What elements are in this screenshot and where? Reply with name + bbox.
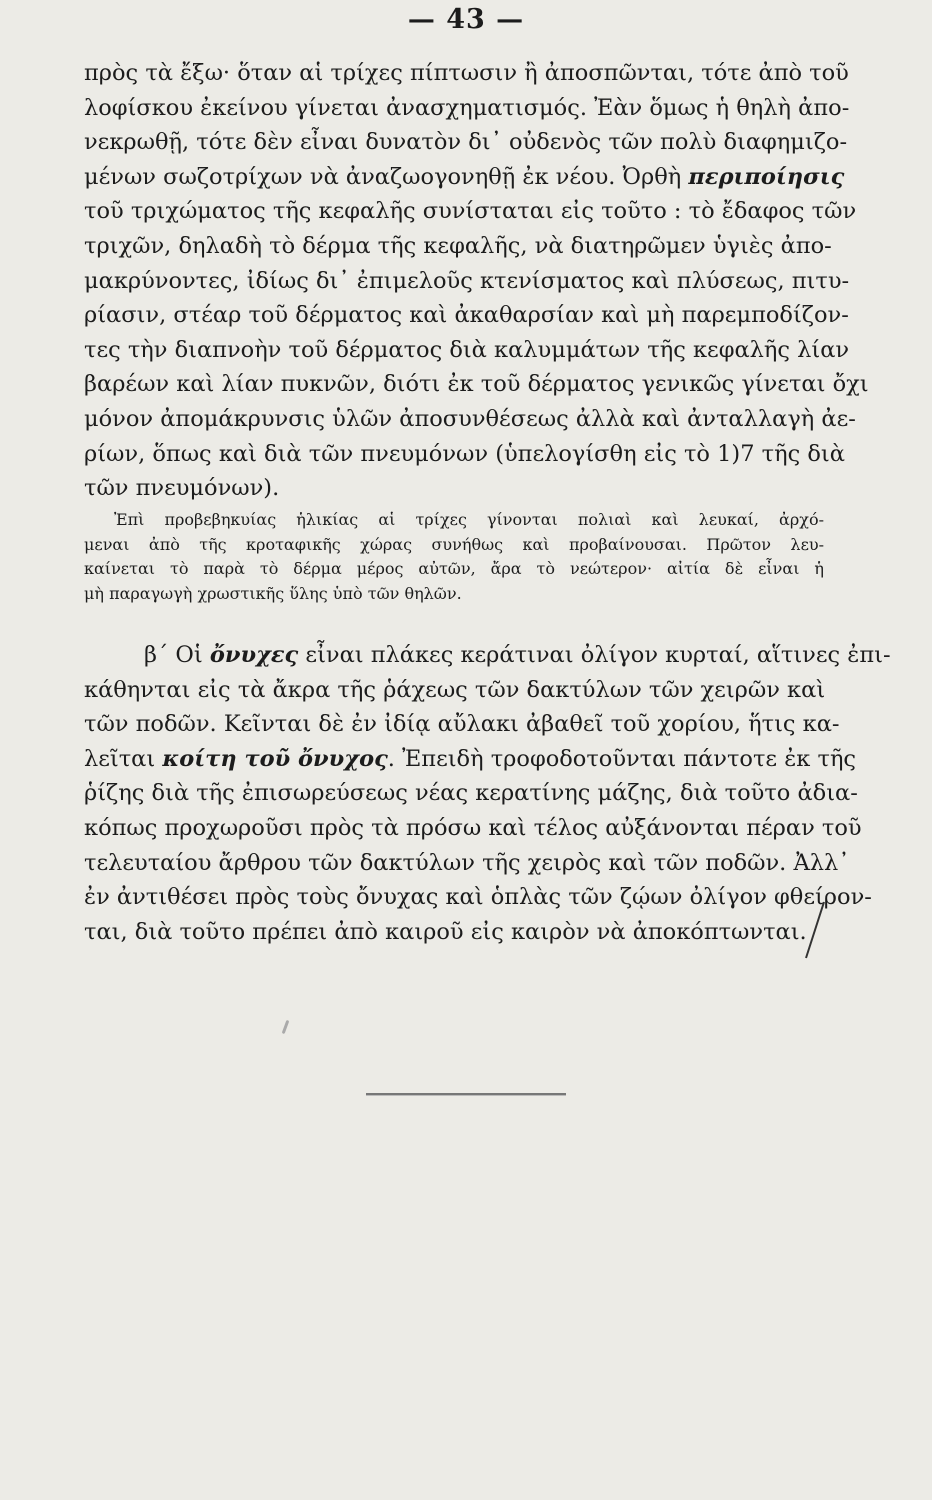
emphasized-term: κοίτη τοῦ ὄνυχος (162, 745, 388, 772)
text-line: τελευταίου ἄρθρου τῶν δακτύλων τῆς χειρὸς καὶ τῶν ποδῶν. Ἀλλ᾽ (84, 849, 850, 876)
paragraph-hair-care (84, 56, 869, 506)
text-line: τῶν ποδῶν. Κεῖνται δὲ ἐν ἰδίᾳ αὔλακι ἀβαθεῖ τοῦ χορίου, ἥτις κα- (84, 711, 840, 738)
text-line: ται, διὰ τοῦτο πρέπει ἀπὸ καιροῦ εἰς καιρὸν νὰ ἀποκόπτωνται. (84, 918, 807, 945)
text-line: μακρύνοντες, ἰδίως δι᾽ ἐπιμελοῦς κτενίσματος καὶ πλύσεως, πιτυ- (84, 267, 850, 294)
text-line: τριχῶν, δηλαδὴ τὸ δέρμα τῆς κεφαλῆς, νὰ διατηρῶμεν ὑγιὲς ἀπο- (84, 232, 832, 259)
footnote-line: μὴ παραγωγὴ χρωστικῆς ὕλης ὑπὸ τῶν θηλῶν. (84, 583, 462, 603)
text-line (84, 742, 857, 777)
page-number: — 43 — (407, 4, 525, 35)
text-line: μόνον ἀπομάκρυνσις ὑλῶν ἀποσυνθέσεως ἀλλὰ καὶ ἀνταλλαγὴ ἀε- (84, 405, 856, 432)
text-line: λοφίσκου ἐκείνου γίνεται ἀνασχηματισμός. Ἐὰν ὅμως ἡ θηλὴ ἀπο- (84, 94, 850, 121)
text-line (84, 638, 891, 673)
text-line: τῶν πνευμόνων). (84, 475, 280, 502)
text-line: νεκρωθῇ, τότε δὲν εἶναι δυνατὸν δι᾽ οὐδενὸς τῶν πολὺ διαφημιζο- (84, 129, 848, 156)
text-line: ρίασιν, στέαρ τοῦ δέρματος καὶ ἀκαθαρσίαν καὶ μὴ παρεμποδίζον- (84, 302, 849, 329)
text-line: ρίων, ὅπως καὶ διὰ τῶν πνευμόνων (ὑπελογίσθη εἰς τὸ 1)7 τῆς διὰ (84, 440, 845, 467)
text-segment: . Ἐπειδὴ τροφοδοτοῦνται πάντοτε ἐκ τῆς (387, 745, 857, 772)
text-line: ἐν ἀντιθέσει πρὸς τοὺς ὄνυχας καὶ ὁπλὰς τῶν ζῴων ὀλίγον φθείρον- (84, 884, 872, 911)
text-line: βαρέων καὶ λίαν πυκνῶν, διότι ἐκ τοῦ δέρματος γενικῶς γίνεται ὄχι (84, 371, 869, 398)
text-line: πρὸς τὰ ἔξω· ὅταν αἱ τρίχες πίπτωσιν ἢ ἀποσπῶνται, τότε ἀπὸ τοῦ (84, 60, 849, 86)
text-line: κάθηνται εἰς τὰ ἄκρα τῆς ῥάχεως τῶν δακτύλων τῶν χειρῶν καὶ (84, 676, 826, 703)
text-segment: εἶναι πλάκες κεράτιναι ὀλίγον κυρταί, αἵτινες ἐπι- (298, 642, 891, 668)
paragraph-nails (84, 638, 891, 949)
text-line (84, 160, 845, 195)
text-line: κόπως προχωροῦσι πρὸς τὰ πρόσω καὶ τέλος αὐξάνονται πέραν τοῦ (84, 814, 862, 841)
footnote-line: Ἐπὶ προβεβηκυίας ἡλικίας αἱ τρίχες γίνονται πολιαὶ καὶ λευκαί, ἀρχό- (114, 510, 824, 529)
footnote-line: μεναι ἀπὸ τῆς κροταφικῆς χώρας συνήθως καὶ προβαίνουσαι. Πρῶτον λευ- (84, 534, 824, 554)
ink-speck (282, 1020, 290, 1034)
emphasized-term: περιποίησις (688, 163, 845, 190)
text-segment: μένων σωζοτρίχων νὰ ἀναζωογονηθῇ ἐκ νέου. (84, 163, 616, 190)
section-divider (366, 1093, 566, 1096)
text-line: ῥίζης διὰ τῆς ἐπισωρεύσεως νέας κερατίνης μάζης, διὰ τοῦτο ἀδια- (84, 780, 858, 807)
emphasized-term: ὄνυχες (209, 642, 299, 668)
text-line: τες τὴν διαπνοὴν τοῦ δέρματος διὰ καλυμμάτων τῆς κεφαλῆς λίαν (84, 336, 850, 363)
text-segment: λεῖται (84, 745, 163, 772)
pen-mark (800, 900, 828, 960)
footnote-line: καίνεται τὸ παρὰ τὸ δέρμα μέρος αὐτῶν, ἄρα τὸ νεώτερον· αἰτία δὲ εἶναι ἡ (84, 559, 824, 578)
text-segment: β´ Οἱ (144, 642, 210, 668)
text-segment: Ὀρθὴ (615, 163, 689, 190)
footnote (84, 508, 824, 606)
text-line: τοῦ τριχώματος τῆς κεφαλῆς συνίσταται εἰς τοῦτο : τὸ ἔδαφος τῶν (84, 198, 857, 225)
